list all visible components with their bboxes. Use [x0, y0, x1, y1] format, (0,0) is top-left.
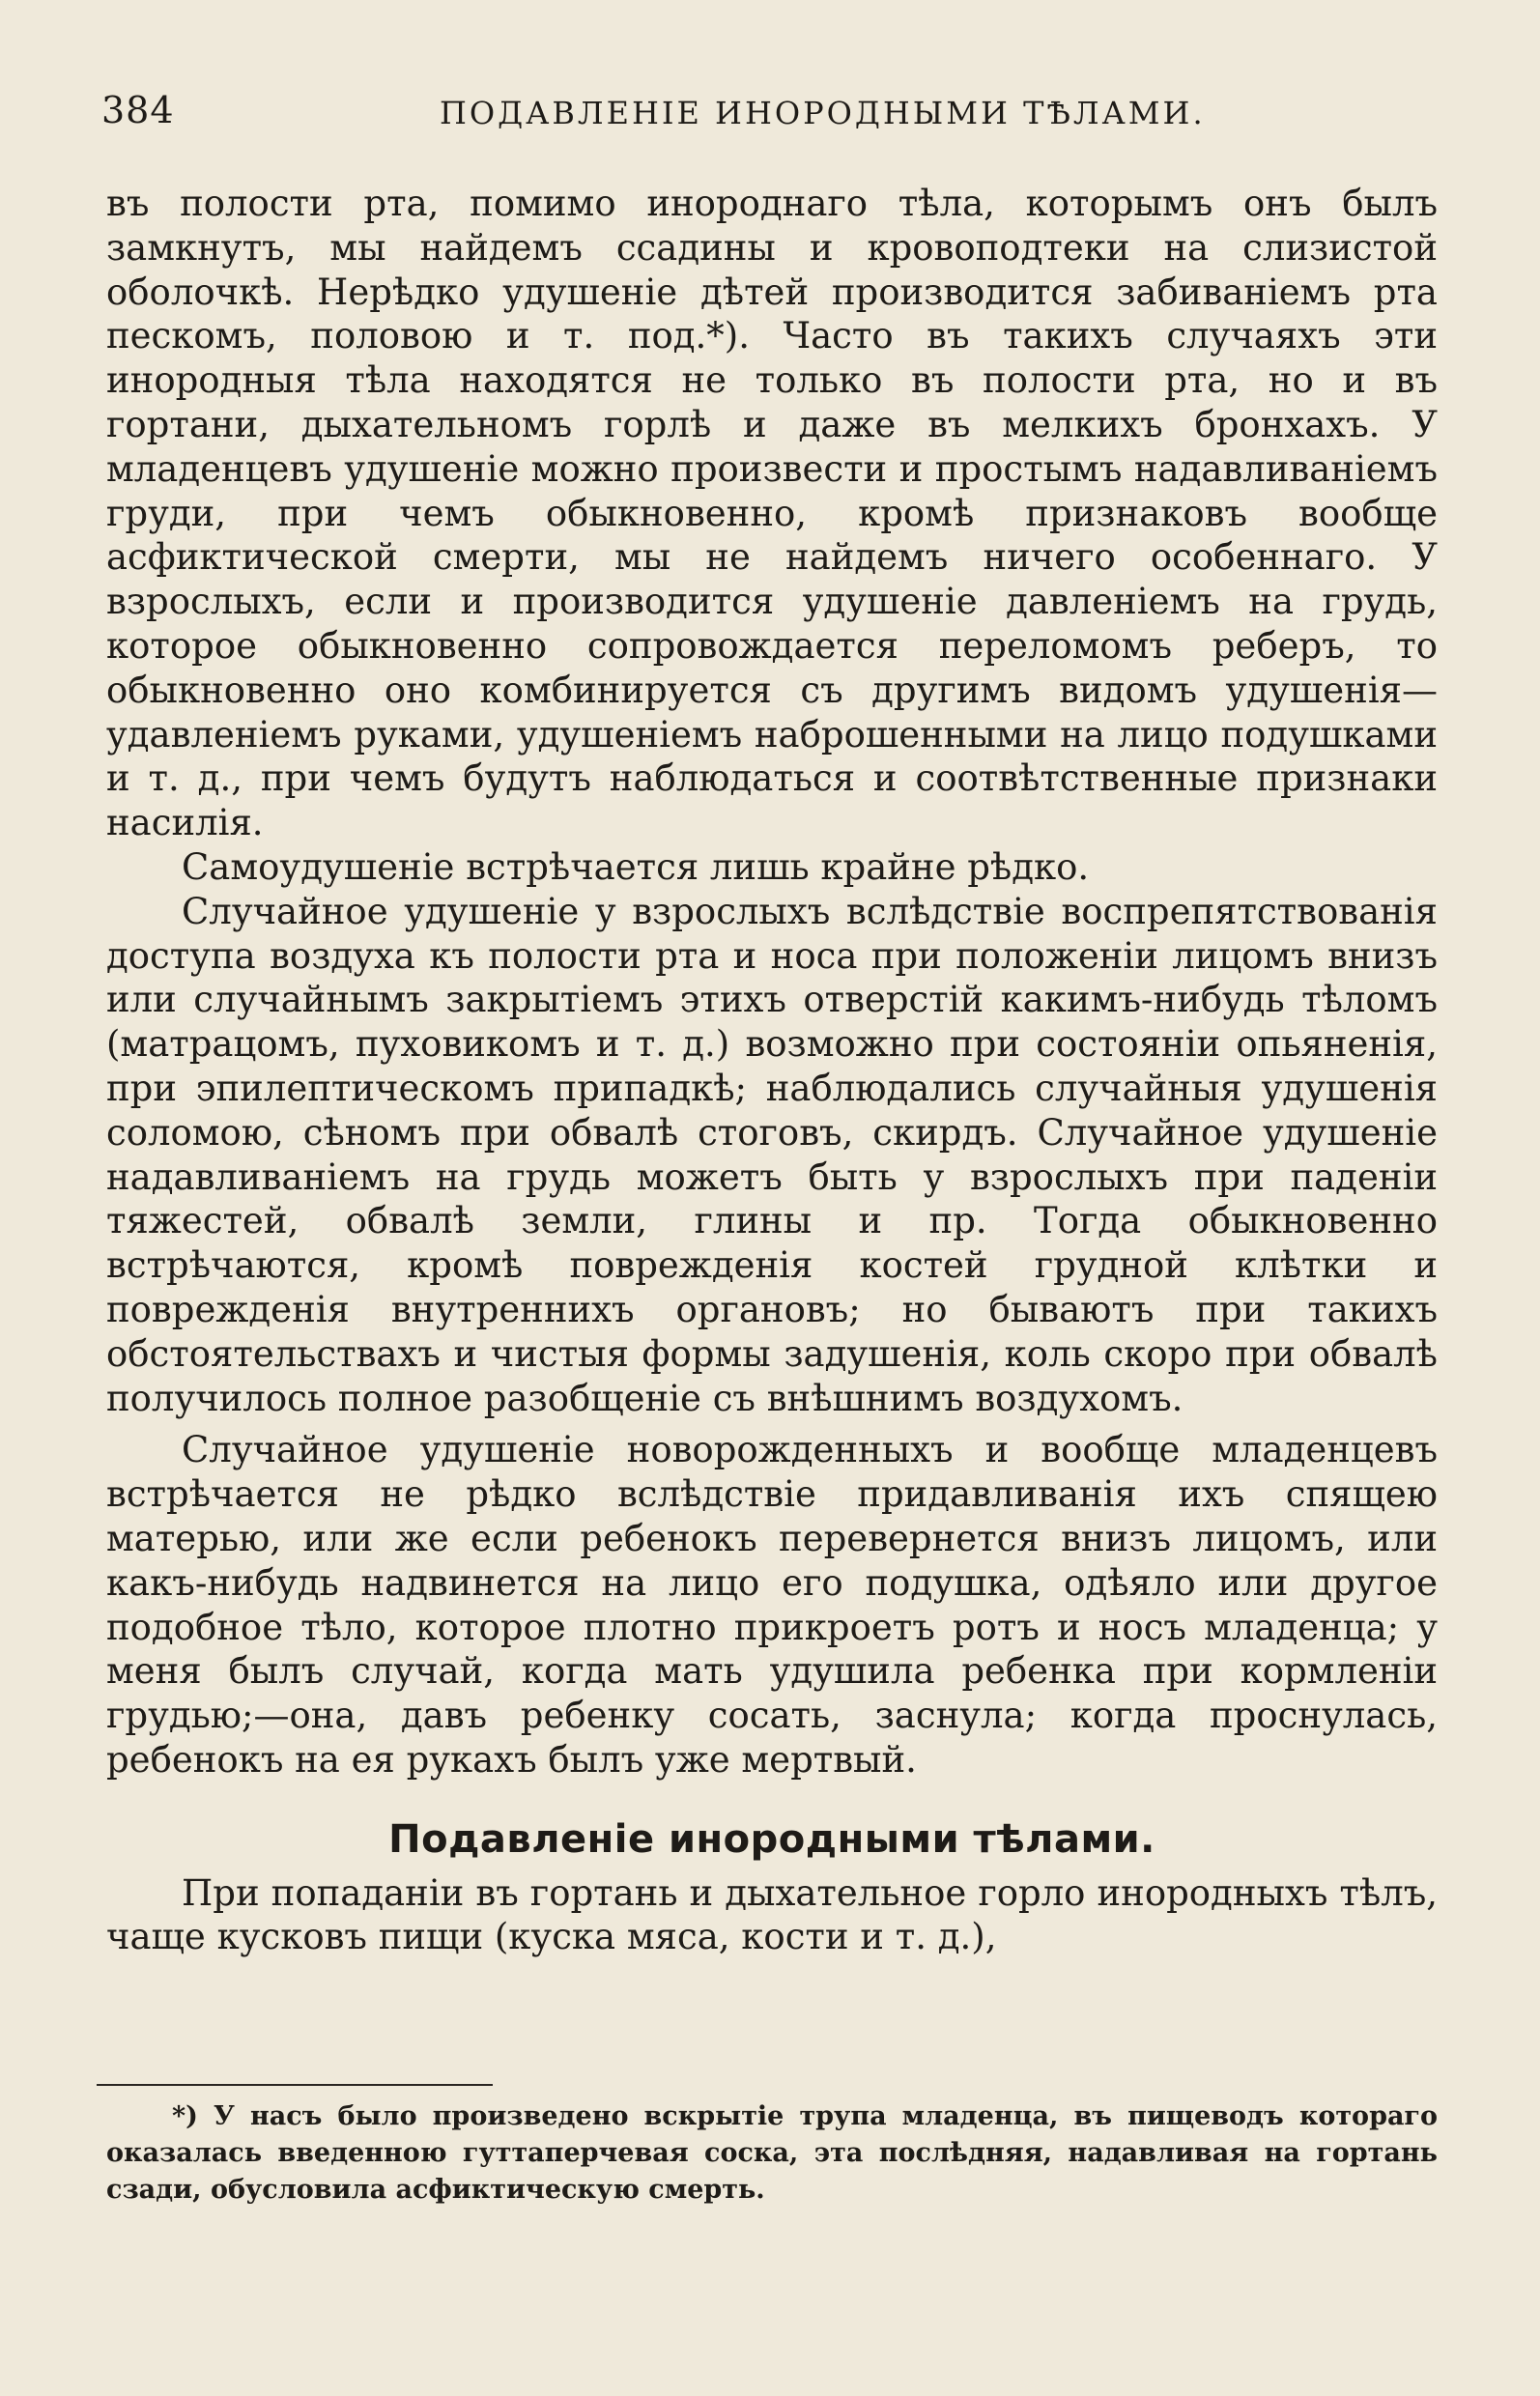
section-heading: Подавленіе инородными тѣлами. — [388, 1816, 1155, 1862]
paragraph-self-strangulation: Самоудушеніе встрѣчается лишь крайне рѣдко. — [182, 845, 1090, 888]
paragraph-accidental-adults: Случайное удушеніе у взрослыхъ вслѣдствіе воспрепятствованія доступа воздуха къ полости рта и носа при положеніи лицомъ внизъ или случайнымъ закрытіемъ этихъ отверстій какимъ-нибудь тѣломъ (матрацомъ, пуховикомъ и т. д.) возможно при состояніи опьяненія, при эпилептическомъ припадкѣ; наблюдались случайныя удушенія соломою, сѣномъ при обвалѣ стоговъ, скирдъ. Случайное удушеніе надавливаніемъ на грудь можетъ быть у взрослыхъ при паденіи тяжестей, обвалѣ земли, глины и пр. Тогда обыкновенно встрѣчаются, кромѣ поврежденія костей грудной клѣтки и поврежденія внутреннихъ органовъ; но бываютъ при такихъ обстоятельствахъ и чистыя формы задушенія, коль скоро при обвалѣ получилось полное разобщеніе съ внѣшнимъ воздухомъ. — [106, 890, 1438, 1419]
running-head — [101, 89, 1449, 137]
paragraph-continued: въ полости рта, помимо инороднаго тѣла, которымъ онъ былъ замкнутъ, мы найдемъ ссадины и кровоподтеки на слизистой оболочкѣ. Нерѣдко удушеніе дѣтей производится забиваніемъ рта пескомъ, половою и т. под.*). Часто въ такихъ случаяхъ эти инородныя тѣла находятся не только въ полости рта, но и въ гортани, дыхательномъ горлѣ и даже въ мелкихъ бронхахъ. У младенцевъ удушеніе можно произвести и простымъ надавливаніемъ груди, при чемъ обыкновенно, кромѣ признаковъ вообще асфиктической смерти, мы не найдемъ ничего особеннаго. У взрослыхъ, если и производится удушеніе давленіемъ на грудь, которое обыкновенно сопровождается переломомъ реберъ, то обыкновенно оно комбинируется съ другимъ видомъ удушенія—удавленіемъ руками, удушеніемъ наброшенными на лицо подушками и т. д., при чемъ будутъ наблюдаться и соотвѣтственные признаки насилія. — [106, 183, 1438, 844]
footnote-divider — [97, 2084, 493, 2086]
paragraph-section-start: При попаданіи въ гортань и дыхательное горло инородныхъ тѣлъ, чаще кусковъ пищи (куска мяса, кости и т. д.), — [106, 1871, 1438, 1958]
running-title: ПОДАВЛЕНІЕ ИНОРОДНЫМИ ТѢЛАМИ. — [440, 95, 1206, 131]
page-number: 384 — [101, 89, 175, 131]
body-text — [106, 182, 1438, 1959]
footnote: *) У насъ было произведено вскрытіе трупа младенца, въ пищеводъ котораго оказалась введенною гуттаперчевая соска, эта послѣдняя, надавливая на гортань сзади, обусловила асфиктическую смерть. — [106, 2101, 1438, 2205]
paragraph-accidental-infants: Случайное удушеніе новорожденныхъ и вообще младенцевъ встрѣчается не рѣдко вслѣдствіе придавливанія ихъ спящею матерью, или же если ребенокъ перевернется внизъ лицомъ, или какъ-нибудь надвинется на лицо его подушка, одѣяло или другое подобное тѣло, которое плотно прикроетъ ротъ и носъ младенца; у меня былъ случай, когда мать удушила ребенка при кормленіи грудью;—она, давъ ребенку сосать, заснула; когда проснулась, ребенокъ на ея рукахъ былъ уже мертвый. — [106, 1429, 1438, 1781]
